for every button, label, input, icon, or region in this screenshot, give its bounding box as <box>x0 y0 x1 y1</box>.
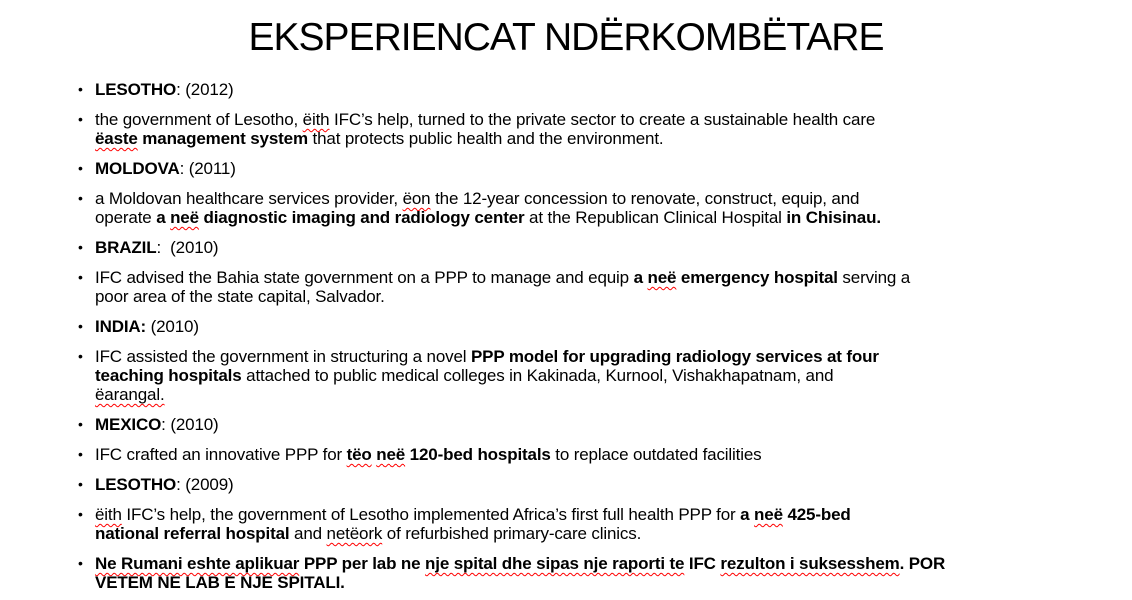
bullet-text <box>95 80 1112 99</box>
text-segment: a <box>156 208 171 227</box>
bullet-text <box>95 110 1112 148</box>
text-line <box>95 189 1112 208</box>
text-line <box>95 110 1112 129</box>
text-segment: attached to public medical colleges in Kakinada, Kurnool, Vishakhapatnam, and <box>241 366 834 385</box>
text-segment: IFC assisted the government in structuring a novel <box>95 347 471 366</box>
bullet-icon: • <box>78 111 83 127</box>
text-segment: the 12-year concession to renovate, construct, equip, and <box>430 189 860 208</box>
text-line <box>95 268 1112 287</box>
text-segment: diagnostic imaging and radiology center <box>198 208 525 227</box>
text-segment: and <box>289 524 327 543</box>
text-segment: teaching hospitals <box>95 366 242 385</box>
spellcheck-flagged-text: neë <box>647 268 677 287</box>
text-segment: in Chisinau. <box>786 208 881 227</box>
spellcheck-flagged-text: neë <box>754 505 783 524</box>
text-segment: of refurbished primary-care clinics. <box>382 524 642 543</box>
text-segment: : (2011) <box>179 159 236 178</box>
text-segment: IFC’s help, the government of Lesotho implemented Africa’s first full health PPP for <box>121 505 741 524</box>
text-segment: to replace outdated facilities <box>550 445 762 464</box>
text-segment: IFC crafted an innovative PPP for <box>95 445 347 464</box>
spellcheck-flagged-text: ëith <box>95 505 122 524</box>
bullet-icon: • <box>78 81 83 97</box>
bullet-text <box>95 554 1112 592</box>
bullet-text <box>95 189 1112 227</box>
bullet-item <box>78 505 1112 543</box>
text-segment: PPP model for upgrading radiology services at four <box>470 347 879 366</box>
text-segment: serving a <box>837 268 911 287</box>
bullet-icon: • <box>78 190 83 206</box>
text-segment: LESOTHO <box>95 80 177 99</box>
bullet-item <box>78 268 1112 306</box>
text-line <box>95 129 1112 148</box>
bullet-item <box>78 415 1112 434</box>
bullet-text <box>95 317 1112 336</box>
text-line <box>95 524 1112 543</box>
text-segment: emergency hospital <box>676 268 838 287</box>
text-line <box>95 317 1112 336</box>
text-line <box>95 238 1112 257</box>
bullet-icon: • <box>78 446 83 462</box>
bullet-text <box>95 505 1112 543</box>
text-segment: the government of Lesotho, <box>95 110 303 129</box>
text-segment: national referral hospital <box>95 524 290 543</box>
spellcheck-flagged-text: netëork <box>326 524 383 543</box>
bullet-text <box>95 445 1112 464</box>
bullet-icon: • <box>78 476 83 492</box>
spellcheck-flagged-text: tëo <box>346 445 372 464</box>
text-segment: LESOTHO <box>95 475 177 494</box>
bullet-icon: • <box>78 160 83 176</box>
bullet-item <box>78 189 1112 227</box>
bullet-icon: • <box>78 318 83 334</box>
spellcheck-flagged-text: nje spital dhe sipas nje raporti te <box>425 554 685 573</box>
bullet-item <box>78 159 1112 178</box>
text-line <box>95 573 1112 592</box>
spellcheck-flagged-text: ëaste <box>95 129 138 148</box>
text-segment: VETEM NE LAB E NJE SPITALI. <box>95 573 345 592</box>
spellcheck-flagged-text: ëarangal. <box>95 385 165 404</box>
text-line <box>95 159 1112 178</box>
spellcheck-flagged-text: rezulton i suksesshem <box>720 554 900 573</box>
bullet-icon: • <box>78 239 83 255</box>
bullet-item <box>78 445 1112 464</box>
text-segment: operate <box>95 208 157 227</box>
text-segment: 120-bed hospitals <box>405 445 551 464</box>
bullet-text <box>95 238 1112 257</box>
spellcheck-flagged-text: ëith <box>302 110 330 129</box>
text-segment: (2010) <box>146 317 199 336</box>
text-line <box>95 475 1112 494</box>
text-segment: that protects public health and the environment. <box>307 129 664 148</box>
text-line <box>95 208 1112 227</box>
bullet-text <box>95 268 1112 306</box>
bullet-icon: • <box>78 506 83 522</box>
bullet-item <box>78 554 1112 592</box>
text-segment: poor area of the state capital, Salvador. <box>95 287 385 306</box>
text-segment: IFC advised the Bahia state government on a PPP to manage and equip <box>95 268 634 287</box>
bullet-icon: • <box>78 348 83 364</box>
text-segment: INDIA: <box>95 317 147 336</box>
text-segment: 425-bed <box>782 505 851 524</box>
bullet-text <box>95 347 1112 404</box>
text-segment: a Moldovan healthcare services provider, <box>95 189 403 208</box>
bullet-icon: • <box>78 555 83 571</box>
text-line <box>95 80 1112 99</box>
text-segment: management system <box>137 129 308 148</box>
text-line <box>95 554 1112 573</box>
bullet-item <box>78 80 1112 99</box>
text-segment: : (2010) <box>161 415 219 434</box>
spellcheck-flagged-text: Ne Rumani eshte aplikuar <box>95 554 300 573</box>
bullet-item <box>78 317 1112 336</box>
bullet-text <box>95 415 1112 434</box>
bullet-text <box>95 159 1112 178</box>
text-segment: : (2010) <box>156 238 219 257</box>
text-segment: MEXICO <box>95 415 162 434</box>
slide-title: EKSPERIENCAT NDËRKOMBËTARE <box>248 16 884 59</box>
text-line <box>95 505 1112 524</box>
text-segment: IFC <box>684 554 721 573</box>
text-line <box>95 445 1112 464</box>
text-line <box>95 415 1112 434</box>
bullet-item <box>78 347 1112 404</box>
bullet-item <box>78 110 1112 148</box>
text-line <box>95 347 1112 366</box>
text-segment: BRAZIL <box>95 238 157 257</box>
bullet-list <box>0 80 1132 592</box>
text-segment: MOLDOVA <box>95 159 180 178</box>
text-segment: : (2009) <box>176 475 234 494</box>
text-segment: a <box>633 268 648 287</box>
spellcheck-flagged-text: ëon <box>402 189 431 208</box>
text-line <box>95 366 1112 385</box>
text-segment: a <box>740 505 755 524</box>
bullet-item <box>78 475 1112 494</box>
bullet-icon: • <box>78 416 83 432</box>
bullet-text <box>95 475 1112 494</box>
text-segment: : (2012) <box>176 80 234 99</box>
text-segment: PPP per lab ne <box>299 554 426 573</box>
text-segment: IFC’s help, turned to the private sector to create a sustainable health care <box>329 110 876 129</box>
bullet-item <box>78 238 1112 257</box>
text-segment: at the Republican Clinical Hospital <box>524 208 787 227</box>
bullet-icon: • <box>78 269 83 285</box>
text-line <box>95 385 1112 404</box>
spellcheck-flagged-text: neë <box>376 445 406 464</box>
text-line <box>95 287 1112 306</box>
text-segment: . POR <box>899 554 946 573</box>
spellcheck-flagged-text: neë <box>170 208 199 227</box>
